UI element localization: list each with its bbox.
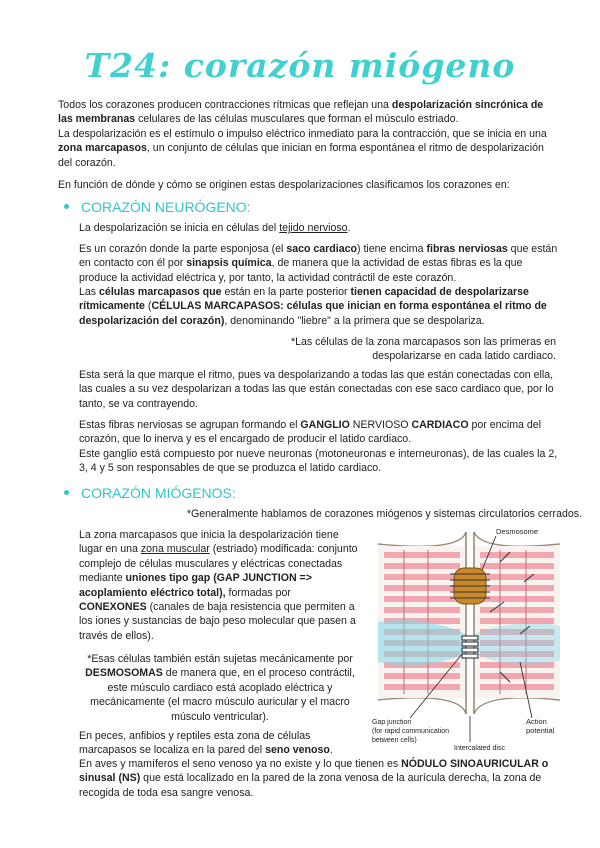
label-desmosome: Desmosome: [496, 527, 539, 536]
label-gap-junction-2: (for rapid communication: [372, 728, 450, 735]
neurogeno-paragraph-4: Esta será la que marque el ritmo, pues va despolarizando a todas las que están conectadas con ella, las cuales a su vez despolarizan a todas las que están conectadas con ese saco cardiaco que, por lo tanto, se va contrayendo.: [79, 369, 554, 410]
heading-neurogeno: CORAZÓN NEURÓGENO:: [64, 199, 251, 215]
neurogeno-paragraph-3: Las células marcapasos que están en la parte posterior tienen capacidad de despolarizarse rítmicamente (CÉLULAS MARCAPASOS: células que inician en forma espontánea el ritmo de despolarización del corazón), denominando "liebre" a la primera que se despolariza.: [79, 286, 547, 327]
neurogeno-paragraph-6: Este ganglio está compuesto por nueve neuronas (motoneuronas e interneuronas), de las cuales la 2, 3, 4 y 5 son responsables de que se produzca el latido cardiaco.: [79, 448, 558, 475]
miogenos-paragraph-3: En peces, anfibios y reptiles esta zona de células marcapasos se localiza en la pared del seno venoso.: [79, 730, 333, 757]
label-gap-junction-3: between cells): [372, 737, 417, 744]
intercalated-disc-figure: [370, 522, 566, 754]
neurogeno-note: *Las células de la zona marcapasos son las primeras en despolarizarse en cada latido cardiaco.: [291, 336, 556, 363]
neurogeno-line-1: La despolarización se inicia en células del tejido nervioso.: [79, 222, 351, 234]
label-intercalated-disc: Intercalated disc: [454, 745, 505, 752]
label-potential: potential: [526, 726, 555, 735]
miogenos-paragraph-2: *Esas células también están sujetas mecánicamente por DESMOSOMAS de manera que, en el proceso contráctil, este músculo cardiaco está acoplado eléctrica y mecánicamente (el macro músculo auricular y el macro músculo ventricular).: [85, 653, 355, 723]
miogenos-note: *Generalmente hablamos de corazones miógenos y sistemas circulatorios cerrados.: [186, 508, 582, 520]
page-title: T24: corazón miógeno: [84, 46, 516, 85]
intro-paragraph-1: Todos los corazones producen contracciones rítmicas que reflejan una despolarización sincrónica de las membranas celulares de las células musculares que forman el músculo estriado.: [58, 99, 544, 126]
bullet-icon: [64, 490, 69, 495]
neurogeno-paragraph-2: Es un corazón donde la parte esponjosa (el saco cardiaco) tiene encima fibras nerviosas que están en contacto con él por sinapsis química, de manera que la actividad de estas fibras es la que produce la actividad eléctrica y, por tanto, la actividad contráctil de este corazón.: [79, 243, 558, 284]
label-action: Action: [526, 717, 547, 726]
miogenos-paragraph-4: En aves y mamíferos el seno venoso ya no existe y lo que tienen es NÓDULO SINOAURICULAR o sinusal (NS) que está localizado en la pared de la zona venosa de la aurícula derecha, la zona de recogida de toda esa sangre venosa.: [79, 758, 549, 799]
bullet-icon: [64, 204, 69, 209]
intro-paragraph-3: En función de dónde y cómo se originen estas despolarizaciones clasificamos los corazones en:: [58, 179, 510, 191]
intro-paragraph-2: La despolarización es el estímulo o impulso eléctrico inmediato para la contracción, que se inicia en una zona marcapasos, un conjunto de células que inician en forma espontánea el ritmo de despolarización del corazón.: [58, 128, 547, 169]
label-gap-junction: Gap junction: [372, 719, 412, 726]
neurogeno-paragraph-5: Estas fibras nerviosas se agrupan formando el GANGLIO NERVIOSO CARDIACO por encima del corazón, que lo inerva y es el encargado de producir el latido cardiaco.: [79, 419, 542, 446]
miogenos-paragraph-1: La zona marcapasos que inicia la despolarización tiene lugar en una zona muscular (estriado) modificada: conjunto complejo de células musculares y eléctricas conectadas mediante uniones tipo gap (GAP JUNCTION => acoplamiento eléctrico total), formadas por CONEXONES (canales de baja resistencia que permiten a los iones y sustancias de bajo peso molecular que pasen a través de ellos).: [79, 529, 358, 642]
heading-miogenos: CORAZÓN MIÓGENOS:: [64, 485, 236, 501]
